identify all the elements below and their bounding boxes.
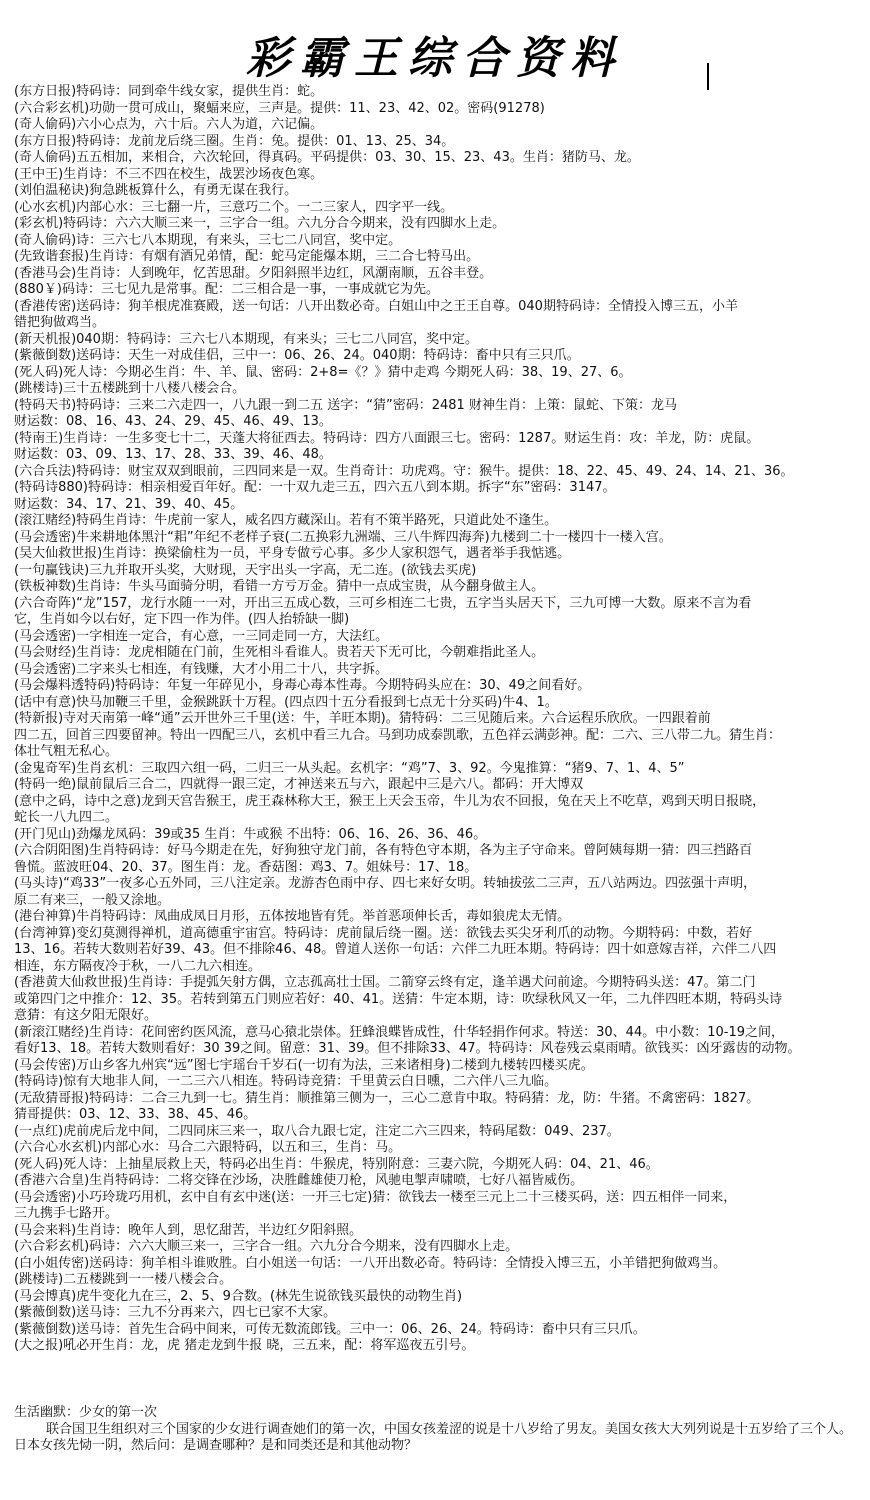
text-line: (跳楼诗)二五楼跳到一一楼八楼会合。: [14, 1272, 233, 1287]
text-line: (金鬼奇军)生肖玄机：三取四六组一码，二归三一从头起。玄机字：“鸡”7、3、92。今鬼推算：“猪9、7、1、4、5”: [14, 760, 685, 776]
text-line: (马头诗)“鸡33”一夜多心五外同，三八注定亲。龙游杏色雨中存、四七来好女明。转轴拔弦二三声，五八站两边。四弦强十声明，: [14, 876, 757, 891]
text-line: (死人码)死人诗：上抽星辰救上天，特码必出生肖：牛猴虎，特别附意：三妻六院，今期死人码：04、21、46。: [14, 1156, 659, 1172]
text-line: (马会博真)虎牛变化九在三，2、5、9合数。(林先生说欲钱买最快的动物生肖): [14, 1288, 463, 1304]
text-line: 财运数：03、09、13、17、28、33、39、46、48。: [14, 447, 332, 462]
text-line: (死人码)死人诗：今期必生肖：牛、羊、鼠、密码：2+8=《？》猜中走鸡 今期死人码：38、19、27、6。: [14, 364, 632, 380]
text-line: (马会透密)一字相连一定合，有心意，一三同走同一方，大法红。: [14, 628, 389, 644]
text-line: (奇人偷码)六小心点为，六十后。六人为道，六记偏。: [14, 117, 324, 132]
text-line: (白小姐传密)送码诗：狗羊相斗谁败胜。白小姐送一句话：一八开出数必奇。特码诗：全情投入博三五，小羊错把狗做鸡当。: [14, 1255, 727, 1271]
text-line: 13、16。若转大数则若好39、43。但不排除46、48。曾道人送你一句话：六伴二九旺本期。特码诗：四十如意嫁吉祥，六伴二八四: [14, 942, 777, 957]
text-line: (铁板神数)生肖诗：牛头马面骑分明，看错一方亏万金。猜中一点成宝贵，从今翻身做主人。: [14, 579, 545, 594]
text-line: (新天机报)040期：特码诗：三六七八本期现，有来头；三七二八同宫，奖中定。: [14, 331, 478, 347]
text-line: (东方日报)特码诗：龙前龙后绕三圈。生肖：兔。提供：01、13、25、34。: [14, 133, 455, 149]
text-line: (马会传密)万山乡客九州宾“远”图七宇瑶台千岁石(一切有为法，三来诸相身)二楼到九楼转四楼买虎。: [14, 1057, 594, 1073]
text-line: (开门见山)劲爆龙凤码：39或35 生肖：牛或猴 不出特：06、16、26、36、46。: [14, 826, 487, 842]
text-line: (马会透密)小巧玲珑巧用机，玄中自有玄中迷(送：一开三七定)猜：欲钱去一楼至三元上二十三楼买码，送：四五相伴一同来，: [14, 1189, 737, 1205]
text-line: 看好13、18。若转大数则看好：30 39之间。留意：31、39。但不排除33、47。特码诗：风卷残云桌雨晴。欲钱买：凶牙露齿的动物。: [14, 1041, 801, 1056]
text-line: (特码诗)惊有大地非人间，一二三六八相连。特码诗竞猜：千里黄云白日曛，二六伴八三九临。: [14, 1074, 558, 1089]
text-line: 鲁慌。蓝波旺04、20、37。图生肖：龙。香菇图：鸡3、7。姐妹号：17、18。: [14, 859, 478, 875]
footer-label: 生活幽默：少女的第一次: [14, 1405, 158, 1420]
text-line: (马会来料)生肖诗：晚年人到，思忆甜苦，半边红夕阳斜照。: [14, 1222, 363, 1238]
text-line: (一句赢钱诀)三九并取开头奖，大财现，天宇出头一字高，无二连。(欲钱去买虎): [14, 562, 477, 578]
text-line: (奇人偷码)五五相加，来相合，六次轮回，得真码。平码提供：03、30、15、23、43。生肖：猪防马、龙。: [14, 150, 640, 165]
text-line: (特码诗880)特码诗：相亲相爱百年好。配：一十双九走三五，四六五八到本期。拆字“东”密码：3147。: [14, 480, 616, 495]
footer-section: [14, 1405, 860, 1455]
text-line: (先致谐套报)生肖诗：有烟有酒兄弟情，配：蛇马定能爆本期，三二合七特马出。: [14, 249, 480, 264]
text-line: (吴大仙救世报)生肖诗：换梁偷柱为一员，平身专做亏心事。多少人家积怨气，遇者举手我惦逃。: [14, 546, 571, 561]
text-line: (紫薇倒数)送马诗：三九不分再来六，四七已家不大家。: [14, 1305, 337, 1320]
text-line: (紫薇倒数)送码诗：天生一对成佳侣，三中一：06、26、24。040期：特码诗：畜中只有三只爪。: [14, 348, 580, 363]
text-line: 四二五，回首三四要留神。特出一四配三八，玄机中看三九合。马到功成泰凯歌，五色祥云满彭神。配：二六、三八带二九。猜生肖：: [14, 727, 782, 743]
text-line: (马会爆料透特码)特码诗：年复一年碎见小，身毒心毒本性毒。今期特码头应在：30、49之间看好。: [14, 678, 591, 693]
text-line: (香港黄大仙救世报)生肖诗：手提弧矢射方偶，立志孤高壮士国。二箭穿云终有定，逢羊遇犬问前途。今期特码头送：47。第二门: [14, 975, 756, 990]
text-line: 错把狗做鸡当。: [14, 315, 106, 330]
text-line: 猜哥提供：03、12、33、38、45、46。: [14, 1107, 257, 1122]
text-line: (香港传密)送码诗：狗羊根虎准赛殿，送一句话：八开出数必奇。白姐山中之王王自尊。040期特码诗：全情投入博三五，小羊: [14, 298, 738, 314]
text-line: (东方日报)特码诗：同到牵牛线女家，提供生肖：蛇。: [14, 84, 324, 99]
text-line: 蛇长一八九四二。: [14, 810, 119, 825]
text-line: (六合阴阳图)生肖特码诗：好马今期走在先，好狗独守龙门前，各有特色守本期，各为主子守命来。曾阿姨每期一猜：四三挡路百: [14, 843, 753, 858]
text-line: (跳楼诗)三十五楼跳到十八楼八楼会合。: [14, 381, 246, 396]
text-line: 相连，东方隔夜冷于秋，一八二九六相连。: [14, 958, 262, 974]
text-line: (香港马会)生肖诗：人到晚年，忆苦思甜。夕阳斜照半边红，风潮南顺，五谷丰登。: [14, 265, 493, 281]
text-line: (奇人偷码)诗：三六七八本期现，有来头，三七二八同宫，奖中定。: [14, 232, 402, 248]
footer-text: 联合国卫生组织对三个国家的少女进行调查她们的第一次，中国女孩羞涩的说是十八岁给了男友。美国女孩大大列列说是十五岁给了三个人。日本女孩先恸一阴，然后问：是调查哪种？是和同类还是和其他动物？: [14, 1421, 853, 1453]
text-line: (马会财经)生肖诗：龙虎相随在门前，生死相斗看谁人。贵若天下无可比，今朝难指此圣人。: [14, 645, 545, 660]
text-line: (特南王)生肖诗：一生多变七十二，天蓬大将征西去。特码诗：四方八面跟三七。密码：1287。财运生肖：攻：羊龙，防：虎鼠。: [14, 430, 760, 446]
text-line: (特新报)寺对天南第一峰“通”云开世外三千里(送：牛，羊旺本期)。猜特码：二三见随后来。六合运程乐欣欣。一四跟着前: [14, 711, 711, 726]
text-line: 体壮气粗无私心。: [14, 744, 119, 759]
page-title: 彩霸王综合资料: [246, 33, 624, 84]
text-line: 财运数：08、16、43、24、29、45、46、49、13。: [14, 414, 332, 429]
text-line: (香港六合皇)生肖特码诗：二将交锋在沙场，决胜雌雄使刀枪，风驰电掣声啸喷，七好八福皆威伤。: [14, 1173, 584, 1188]
text-line: 意猜：有这夕阳无限好。: [14, 1008, 158, 1023]
text-line: (王中王)生肖诗：不三不四在校生，战罢沙场夜色寒。: [14, 166, 324, 182]
text-line: (新滚江赌经)生肖诗：花间密约医风流，意马心猿北崇体。狂蜂浪蝶皆成性，什华轻捐作何求。特送：30、44。中小数：10-19之间，: [14, 1024, 785, 1040]
text-line: 它，生肖如今以右好，定下四一作为伴。(四人抬轿缺一脚): [14, 612, 350, 627]
text-line: (六合彩玄机)功勋一贯可成山，聚蝠来应，三声是。提供：11、23、42、02。密码(91278): [14, 100, 545, 116]
text-line: (六合彩玄机)码诗：六六大顺三来一，三字合一组。六九分合今期来，没有四脚水上走。: [14, 1239, 519, 1254]
text-line: (六合奇阵)“龙”157，龙行水随一一对，开出三五成心数，三可乡相连二七贵，五字当头居天下，三九可博一大数。原来不言为看: [14, 595, 752, 611]
text-line: (马会透密)牛来耕地体黑汁“耜”年纪不老样子衰(二五换彩九洲端、三八牛辉四海奔)九楼到二十一楼四十一楼入宫。: [14, 529, 672, 545]
text-line: (880￥)码诗：三七见九是常事。配：二三相合是一事，一事成就它为先。: [14, 282, 439, 297]
text-line: (心水玄机)内部心水：三七翻一片，三意巧二个。一二三家人，四字平一线。: [14, 199, 454, 215]
text-line: 原二有来三，一般又涂地。: [14, 892, 171, 908]
text-line: (一点红)虎前虎后龙中间，二四同床三来一，取八合九跟七定，注定二六三四来，特码尾数：049、237。: [14, 1123, 620, 1139]
text-line: (六合心水玄机)内部心水：马合二六跟特码，以五和三，生肖：马。: [14, 1140, 402, 1155]
text-line: (话中有意)快马加鞭三千里，金猴跳跃十万程。(四点四十五分看报到七点无十分买码)牛4、1。: [14, 694, 558, 710]
text-line: 或第四门之中推介：12、35。若转到第五门则应若好：40、41。送猜：牛定本期，诗：吹绿秋风又一年，二九伴四旺本期，特码头诗: [14, 991, 783, 1007]
content-body: [14, 84, 860, 1355]
text-line: (特码一绝)鼠前鼠后三合二，四就得一跟三定，才神送来五与六，跟起中三是六八。都码：开大博双: [14, 777, 584, 792]
text-line: (无敌猜哥报)特码诗：二合三九到一七。猜生肖：顺推第三侧为一，三心二意肯中取。特码猜：龙，防：牛猪。不禽密码：1827。: [14, 1090, 760, 1106]
text-line: (马会透密)二字来头七相连，有钱赚，大才小用二十八，共字拆。: [14, 661, 389, 677]
text-line: (刘伯温秘诀)狗急跳板算什么，有勇无谋在我行。: [14, 183, 298, 198]
text-line: (大之报)吼必开生肖：龙，虎 猪走龙到牛报 晓，三五来，配：将军巡夜五引号。: [14, 1338, 475, 1353]
text-line: (意中之码，诗中之意)龙到天宫告猴王，虎王森林称大王，猴王上天会玉帝，牛儿为农不回报，兔在天上不吃草，鸡到天明日报晓，: [14, 793, 766, 809]
text-line: (紫薇倒数)送马诗：首先生合码中间来，可传无数流郎钱。三中一：06、26、24。特码诗：畜中只有三只爪。: [14, 1321, 646, 1337]
text-line: (六合兵法)特码诗：财宝双双到眼前，三四同来是一双。生肖奇计：功虎鸡。守：猴牛。提供：18、22、45、49、24、14、21、36。: [14, 463, 794, 479]
text-line: (特码天书)特码诗：三来二六走四一，八九跟一到二五 送字：“猜”密码：2481 财神生肖：上策：鼠蛇、下策：龙马: [14, 397, 677, 413]
text-line: (彩玄机)特码诗：六六大顺三来一，三字合一组。六九分合今期来，没有四脚水上走。: [14, 216, 506, 231]
text-line: (港台神算)牛肖特码诗：凤曲成凤日月形，五体按地皆有凭。举首恶项伸长舌，毒如狼虎太无情。: [14, 909, 571, 924]
text-line: 财运数：34、17、21、39、40、45。: [14, 496, 244, 512]
text-line: 三九携手七路开。: [14, 1206, 119, 1221]
text-line: (滚江赌经)特码生肖诗：牛虎前一家人，威名四方藏深山。若有不策半路死，只道此处不逢生。: [14, 513, 558, 528]
text-line: (台湾神算)变幻莫测得禅机，道高德重宇宙宫。特码诗：虎前鼠后绕一圈。送：欲钱去买尖牙利爪的动物。今期特码：中数，若好: [14, 925, 753, 941]
